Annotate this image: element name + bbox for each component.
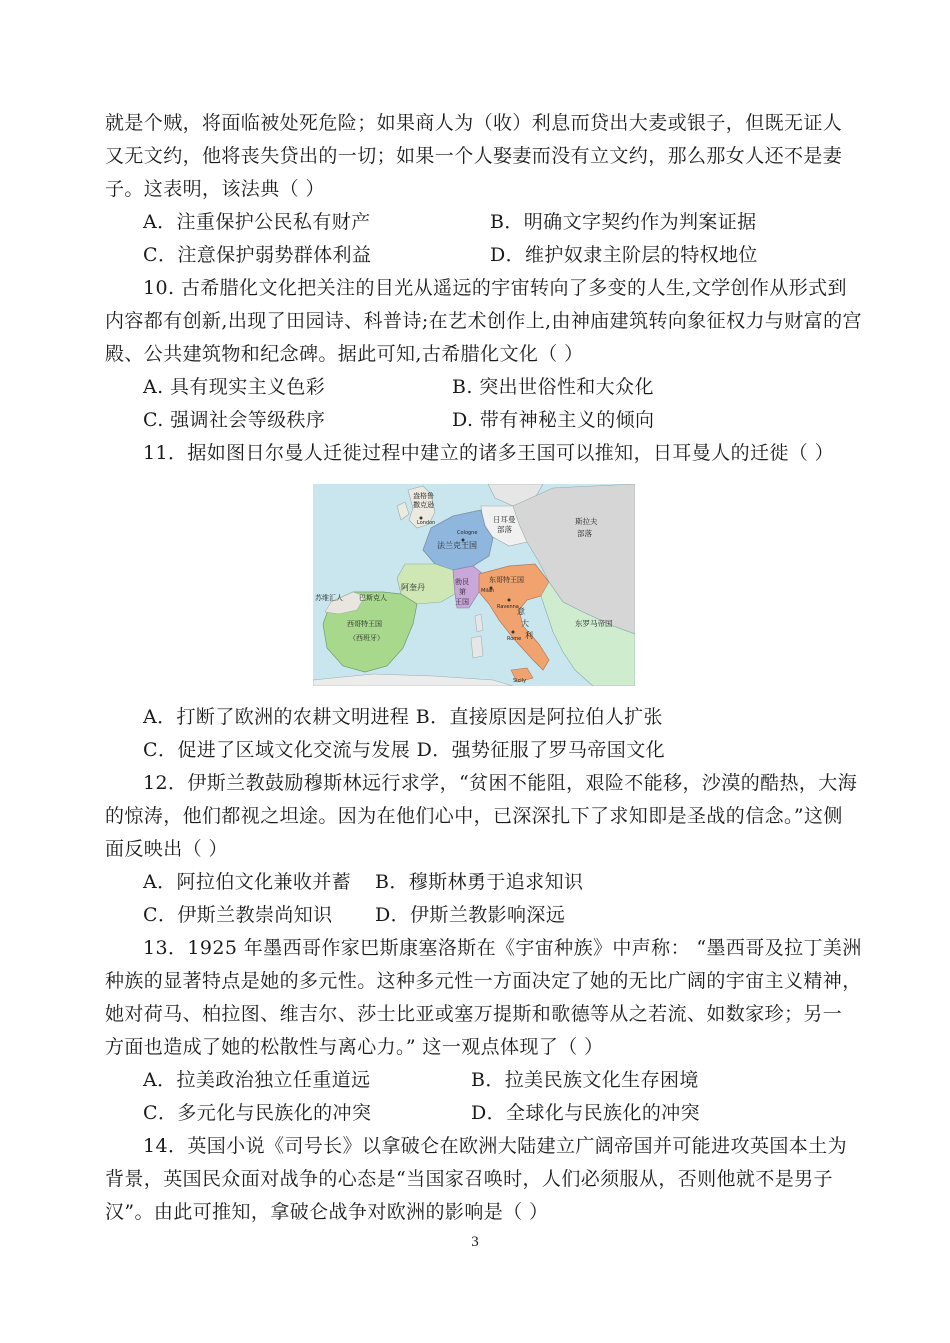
- q12-option-c[interactable]: C．伊斯兰教崇尚知识: [143, 904, 333, 926]
- map-label-anglo-saxon: 盎格鲁: [413, 492, 434, 500]
- q12-option-a[interactable]: A．阿拉伯文化兼收并蓄: [143, 871, 352, 893]
- map-label-germanic-2: 部落: [497, 525, 512, 534]
- q12-line-3: 面反映出（ ）: [105, 838, 228, 860]
- q14-line-3: 汉”。由此可推知，拿破仑战争对欧洲的影响是（ ）: [105, 1201, 549, 1223]
- rome-dot: [512, 631, 515, 634]
- q9-line-1: 就是个贼，将面临被处死危险；如果商人为（收）利息而贷出大麦或银子，但既无证人: [105, 112, 843, 134]
- map-label-slavs: 斯拉夫: [575, 517, 598, 526]
- q11-line-1: 11．据如图日尔曼人迁徙过程中建立的诸多王国可以推知，日耳曼人的迁徙（ ）: [143, 442, 835, 464]
- q13-line-4: 方面也造成了她的松散性与离心力。” 这一观点体现了（ ）: [105, 1036, 604, 1058]
- q12-line-2: 的惊涛，他们都视之坦途。因为在他们心中，已深深扎下了求知即是圣战的信念。”这侧: [105, 805, 843, 827]
- q10-line-2: 内容都有创新,出现了田园诗、科普诗;在艺术创作上,由神庙建筑转向象征权力与财富的宫: [105, 310, 862, 332]
- map-label-suebi: 苏维汇人: [315, 594, 343, 602]
- q9-line-3: 子。这表明，该法典（ ）: [105, 178, 325, 200]
- q9-option-b[interactable]: B．明确文字契约作为判案证据: [490, 211, 757, 233]
- q12-option-b[interactable]: B．穆斯林勇于追求知识: [375, 871, 584, 893]
- map-label-visigoths: 西哥特王国: [347, 620, 382, 628]
- q13-option-d[interactable]: D．全球化与民族化的冲突: [471, 1102, 701, 1124]
- map-label-ostrogoths: 东哥特王国: [489, 576, 524, 584]
- q13-line-3: 她对荷马、柏拉图、维吉尔、莎士比亚或塞万提斯和歌德等从之若流、如数家珍；另一: [105, 1003, 843, 1025]
- map-label-rome: Rome: [507, 636, 522, 642]
- q9-option-a[interactable]: A．注重保护公民私有财产: [143, 211, 371, 233]
- map-label-spain: （西班牙）: [349, 634, 384, 642]
- q13-line-2: 种族的显著特点是她的多元性。这种多元性一方面决定了她的无比广阔的宇宙主义精神，: [105, 970, 862, 992]
- map-label-aquitaine: 阿奎丹: [401, 583, 425, 592]
- q13-option-c[interactable]: C．多元化与民族化的冲突: [143, 1102, 372, 1124]
- sardinia-region: [471, 636, 483, 658]
- germanic-migration-map: [313, 484, 635, 686]
- map-label-burgundy-3: 王国: [455, 598, 469, 606]
- map-label-sicily: Sicily: [513, 678, 527, 684]
- map-label-byzantine: 东罗马帝国: [575, 619, 613, 628]
- map-label-ravenna: Ravenna: [497, 604, 519, 610]
- q9-option-c[interactable]: C．注意保护弱势群体利益: [143, 244, 372, 266]
- map-label-franks: 法兰克王国: [437, 541, 477, 550]
- q13-option-a[interactable]: A．拉美政治独立任重道远: [143, 1069, 371, 1091]
- q12-line-1: 12．伊斯兰教鼓励穆斯林远行求学，“贫困不能阻，艰险不能移，沙漠的酷热，大海: [143, 772, 858, 794]
- page-number: 3: [471, 1234, 479, 1250]
- map-label-italy-3: 利: [525, 631, 533, 640]
- q14-line-2: 背景，英国民众面对战争的心态是“当国家召唤时，人们必须服从，否则他就不是男子: [105, 1168, 833, 1190]
- q10-option-a[interactable]: A. 具有现实主义色彩: [143, 376, 326, 398]
- map-label-germanic: 日耳曼: [493, 515, 516, 524]
- q13-option-b[interactable]: B．拉美民族文化生存困境: [471, 1069, 699, 1091]
- q10-option-b[interactable]: B. 突出世俗性和大众化: [452, 376, 654, 398]
- map-label-anglo-saxon-2: 撒克逊: [413, 501, 434, 509]
- q10-option-c[interactable]: C. 强调社会等级秩序: [143, 409, 326, 431]
- q10-option-d[interactable]: D. 带有神秘主义的倾向: [452, 409, 655, 431]
- map-label-burgundy-2: 第: [459, 588, 466, 596]
- ravenna-dot: [508, 599, 511, 602]
- q9-option-d[interactable]: D．维护奴隶主阶层的特权地位: [490, 244, 758, 266]
- q10-line-1: 10. 古希腊化文化把关注的目光从遥远的宇宙转向了多变的人生,文学创作从形式到: [143, 277, 847, 299]
- map-label-slavs-2: 部落: [577, 529, 592, 538]
- map-label-basques: 巴斯克人: [359, 594, 387, 602]
- q10-line-3: 殿、公共建筑物和纪念碑。据此可知,古希腊化文化（ ）: [105, 343, 584, 365]
- map-label-italy-2: 大: [521, 619, 529, 628]
- q11-options-cd[interactable]: C．促进了区域文化交流与发展 D．强势征服了罗马帝国文化: [143, 739, 666, 761]
- map-label-london: London: [417, 520, 436, 526]
- q11-options-ab[interactable]: A．打断了欧洲的农耕文明进程 B．直接原因是阿拉伯人扩张: [143, 706, 663, 728]
- map-label-burgundy: 勃艮: [455, 578, 469, 586]
- q12-option-d[interactable]: D．伊斯兰教影响深远: [375, 904, 566, 926]
- q9-line-2: 又无文约，他将丧失贷出的一切；如果一个人娶妻而没有立文约，那么那女人还不是妻: [105, 145, 843, 167]
- map-label-milan: Milan: [481, 588, 495, 594]
- map-label-cologne: Cologne: [457, 530, 478, 536]
- q14-line-1: 14．英国小说《司号长》以拿破仑在欧洲大陆建立广阔帝国并可能进攻英国本土为: [143, 1135, 847, 1157]
- map-label-italy-1: 意: [517, 607, 525, 616]
- q13-line-1: 13．1925 年墨西哥作家巴斯康塞洛斯在《宇宙种族》中声称： “墨西哥及拉丁美洲: [143, 937, 862, 959]
